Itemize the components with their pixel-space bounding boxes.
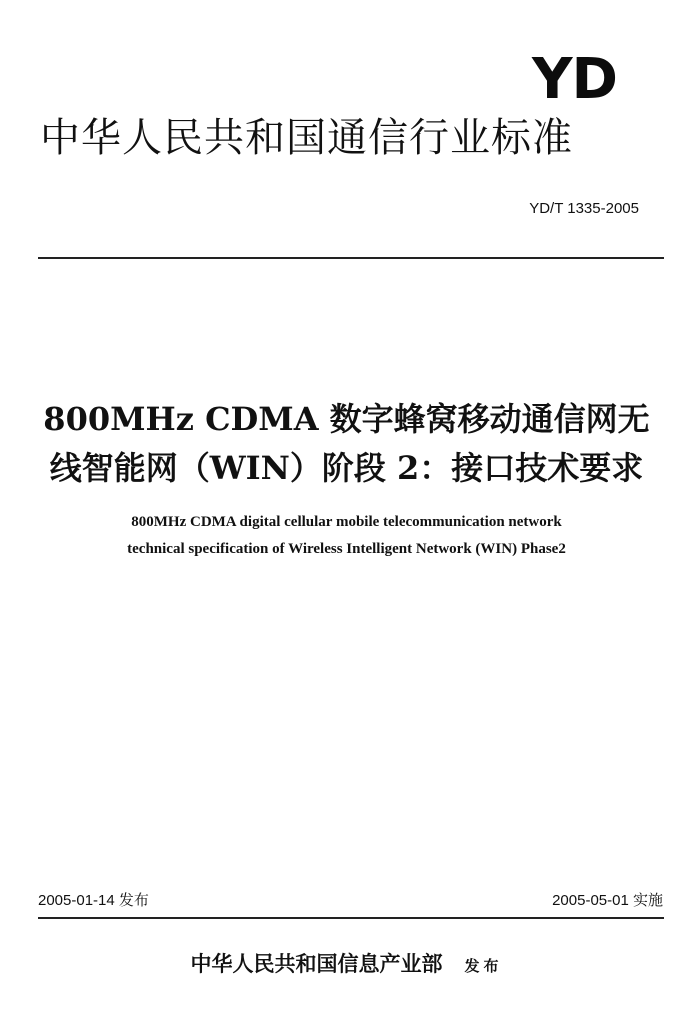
top-divider [38, 257, 664, 259]
yd-logo: YD [531, 47, 617, 112]
implement-date: 2005-05-01 实施 [552, 892, 663, 909]
document-title-chinese [30, 395, 663, 493]
bottom-divider [38, 917, 664, 919]
publisher-line [0, 953, 693, 974]
title-en-line-2: technical specification of Wireless Intelligent Network (WIN) Phase2 [127, 541, 566, 557]
standard-number: YD/T 1335-2005 [529, 200, 639, 217]
title-en-line-1: 800MHz CDMA digital cellular mobile telecommunication network [131, 514, 562, 530]
title-cn-line-1: 800MHz CDMA 数字蜂窝移动通信网无 [43, 400, 650, 438]
standard-title: 中华人民共和国通信行业标准 [40, 115, 573, 161]
title-cn-line-2: 线智能网（WIN）阶段 2：接口技术要求 [49, 449, 644, 487]
publish-date: 2005-01-14 发布 [38, 892, 149, 909]
document-title-english [30, 509, 663, 563]
publisher-issue: 发布 [464, 957, 503, 975]
publisher-name: 中华人民共和国信息产业部 [190, 951, 443, 976]
